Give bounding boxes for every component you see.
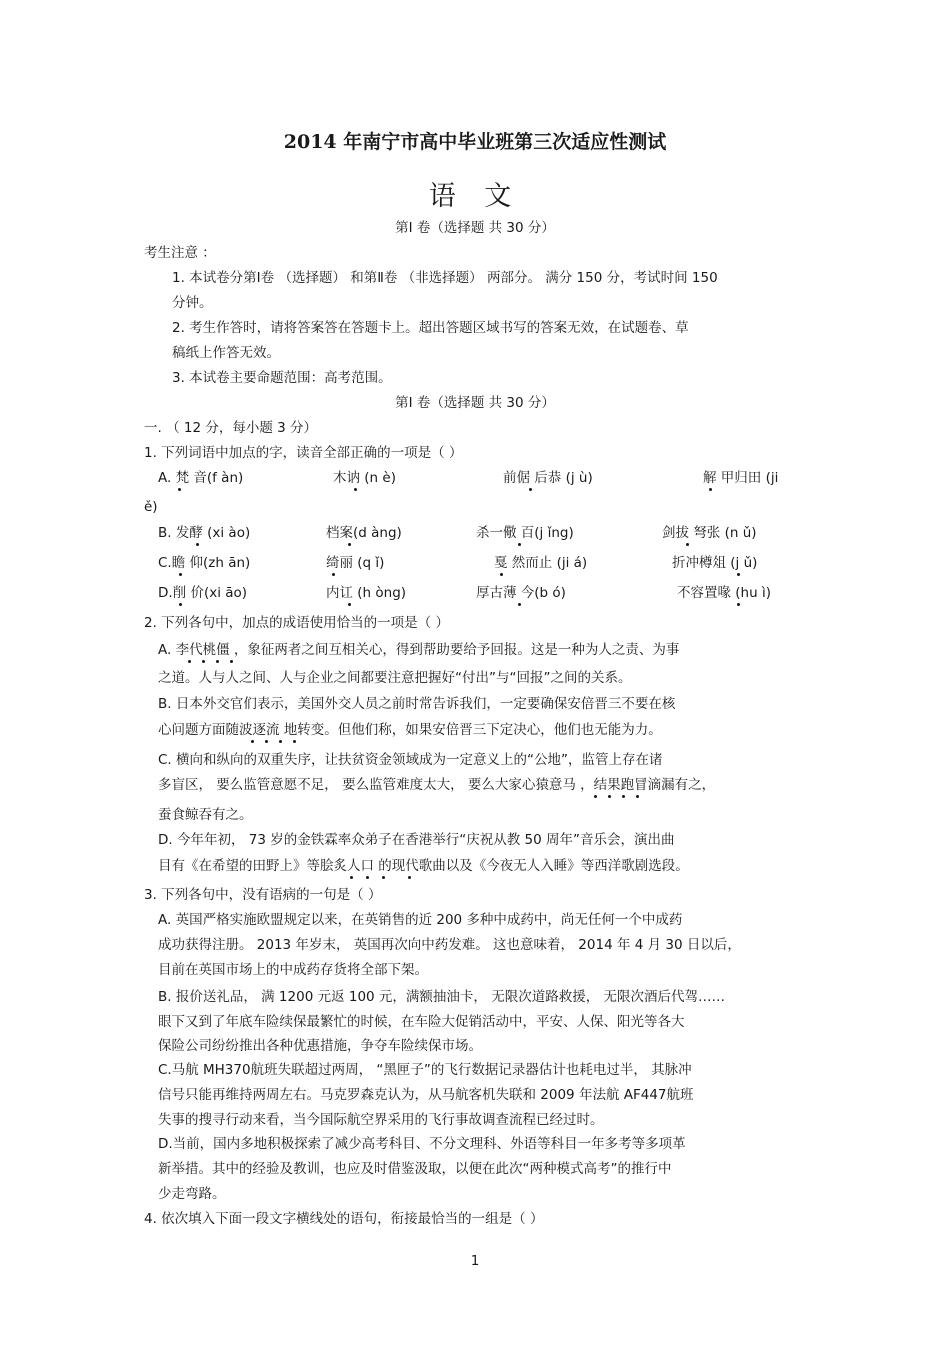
- question-2-option-c-cont: 多盲区， 要么监管意愿不足， 要么监管难度太大， 要么大家心猿意马 ，结果跑冒滴漏有之，: [158, 777, 716, 793]
- emphasis-dot: [686, 543, 689, 546]
- notice-item-1: 1. 本试卷分第Ⅰ卷 （选择题） 和第Ⅱ卷 （非选择题） 两部分。 满分 150 分，考试时间 150: [172, 270, 718, 286]
- question-3-option-d-cont: 新举措。其中的经验及教训，也应及时借鉴汲取，以便在此次“两种模式高考”的推行中: [158, 1161, 672, 1177]
- option-c-word-1: C.瞻 仰(zh ān): [158, 555, 251, 571]
- emphasis-dot: [196, 543, 199, 546]
- notice-item-2: 2. 考生作答时，请将答案答在答题卡上。超出答题区域书写的答案无效，在试题卷、草: [172, 320, 689, 336]
- exam-title: 2014 年南宁市高中毕业班第三次适应性测试: [283, 131, 667, 153]
- option-b-word-3: 杀一儆 百(j ǐng): [476, 525, 574, 541]
- question-1-option-b: [0, 523, 950, 543]
- notice-heading: 考生注意 ：: [144, 245, 216, 261]
- emphasis-dot: [608, 795, 611, 798]
- option-a-word-3: 前倨 后恭 (j ù): [503, 470, 593, 486]
- emphasis-dot: [518, 603, 521, 606]
- section-heading: 第Ⅰ 卷（选择题 共 30 分）: [395, 220, 555, 236]
- question-3-option-c-cont: 信号只能再维持两周左右。马克罗森克认为，从马航客机失联和 2009 年法航 AF447航班: [158, 1087, 694, 1103]
- option-c-word-3: 戛 然而止 (ji á): [494, 555, 588, 571]
- option-d-word-4: 不容置喙 (hu ì): [677, 585, 771, 601]
- question-2-option-b-cont: 心问题方面随波逐流 地转变。但他们称，如果安倍晋三下定决心，他们也无能为力。: [158, 722, 662, 738]
- option-b-word-4: 剑拔 弩张 (n ǔ): [662, 525, 757, 541]
- emphasis-dot: [622, 795, 625, 798]
- emphasis-dot: [332, 573, 335, 576]
- emphasis-dot: [348, 543, 351, 546]
- emphasis-dot: [279, 740, 282, 743]
- question-3-option-c-cont-2: 失事的搜寻行动来看，当今国际航空界采用的飞行事故调查流程已经过时。: [158, 1112, 604, 1128]
- option-d-word-1: D.削 价(xi āo): [158, 585, 248, 601]
- emphasis-dot: [737, 603, 740, 606]
- question-2-option-b: B. 日本外交官们表示，美国外交人员之前时常告诉我们，一定要确保安倍晋三不要在核: [158, 696, 676, 712]
- emphasis-dot: [179, 603, 182, 606]
- option-b-word-1: B. 发酵 (xi ào): [158, 525, 251, 541]
- emphasis-dot: [188, 660, 191, 663]
- emphasis-dot: [382, 876, 385, 879]
- emphasis-dot: [216, 660, 219, 663]
- emphasis-dot: [737, 573, 740, 576]
- option-a-word-4: 解 甲归田 (ji: [703, 470, 779, 486]
- question-2-option-d-cont: 目有《在希望的田野上》等脍炙人口 的现代歌曲以及《今夜无人入睡》等西洋歌剧选段。: [158, 858, 689, 874]
- question-3-option-a-cont: 成功获得注册。 2013 年岁末， 英国再次向中药发难。 这也意味着， 2014 年 4 月 30 日以后，: [158, 937, 741, 953]
- emphasis-dot: [202, 660, 205, 663]
- emphasis-dot: [350, 876, 353, 879]
- option-d-word-3: 厚古薄 今(b ó): [476, 585, 566, 601]
- question-3-option-d-cont-2: 少走弯路。: [158, 1186, 226, 1202]
- emphasis-dot: [366, 876, 369, 879]
- question-1-stem: 1. 下列词语中加点的字，读音全部正确的一项是（ ）: [144, 445, 463, 461]
- section-heading-repeat: 第Ⅰ 卷（选择题 共 30 分）: [395, 395, 555, 411]
- emphasis-dot: [636, 795, 639, 798]
- notice-item-3: 3. 本试卷主要命题范围：高考范围。: [172, 370, 392, 386]
- option-c-word-4: 折冲樽俎 (j ǔ): [672, 555, 758, 571]
- question-3-option-a: A. 英国严格实施欧盟规定以来，在英销售的近 200 多种中成药中，尚无任何一个中成药: [158, 912, 683, 928]
- emphasis-dot: [348, 603, 351, 606]
- question-2-stem: 2. 下列各句中，加点的成语使用恰当的一项是（ ）: [144, 615, 449, 631]
- emphasis-dot: [529, 488, 532, 491]
- notice-item-1-cont: 分钟。: [172, 295, 213, 311]
- notice-item-2-cont: 稿纸上作答无效。: [172, 345, 280, 361]
- question-2-option-c-cont-2: 蚕食鲸吞有之。: [158, 807, 253, 823]
- page-number: 1: [470, 1253, 480, 1269]
- question-3-option-b-cont-2: 保险公司纷纷推出各种优惠措施，争夺车险续保市场。: [158, 1038, 482, 1054]
- question-3-option-d: D.当前，国内多地积极探索了减少高考科目、不分文理科、外语等科目一年多考等多项革: [158, 1136, 686, 1152]
- emphasis-dot: [179, 573, 182, 576]
- option-c-word-2: 绮丽 (q ǐ): [326, 555, 385, 571]
- emphasis-dot: [500, 573, 503, 576]
- emphasis-dot: [293, 740, 296, 743]
- emphasis-dot: [178, 488, 181, 491]
- question-2-option-c: C. 横向和纵向的双重失序，让扶贫资金领域成为一定意义上的“公地”，监管上存在诸: [158, 752, 663, 768]
- question-3-stem: 3. 下列各句中，没有语病的一句是（ ）: [144, 887, 382, 903]
- emphasis-dot: [594, 795, 597, 798]
- question-3-option-a-cont-2: 目前在英国市场上的中成药存货将全部下架。: [158, 962, 428, 978]
- question-1-option-d: [0, 583, 950, 603]
- question-4-stem: 4. 依次填入下面一段文字横线处的语句，衔接最恰当的一组是（ ）: [144, 1211, 544, 1227]
- emphasis-dot: [408, 876, 411, 879]
- question-2-option-a: A. 李代桃僵 ，象征两者之间互相关心，得到帮助要给予回报。这是一种为人之责、为事: [158, 642, 680, 658]
- emphasis-dot: [354, 488, 357, 491]
- emphasis-dot: [518, 543, 521, 546]
- emphasis-dot: [251, 740, 254, 743]
- subject-title: 语 文: [428, 181, 522, 212]
- question-2-option-d: D. 今年年初， 73 岁的金铁霖率众弟子在香港举行“庆祝从教 50 周年”音乐会，演出曲: [158, 832, 675, 848]
- question-3-option-c: C.马航 MH370航班失联超过两周， “黑匣子”的飞行数据记录器估计也耗电过半， 其脉冲: [158, 1062, 692, 1078]
- question-1-option-c: [0, 553, 950, 573]
- emphasis-dot: [265, 740, 268, 743]
- question-1-option-a-cont: ě): [144, 499, 158, 515]
- emphasis-dot: [230, 660, 233, 663]
- option-a-word-2: 木讷 (n è): [333, 470, 396, 486]
- question-1-option-a: [0, 468, 950, 488]
- option-a-word-1: A. 梵 音(f àn): [158, 470, 244, 486]
- question-2-option-a-cont: 之道。人与人之间、人与企业之间都要注意把握好“付出”与“回报”之间的关系。: [158, 670, 632, 686]
- option-b-word-2: 档案(d àng): [326, 525, 402, 541]
- part-heading: 一. （ 12 分，每小题 3 分）: [144, 420, 318, 436]
- question-3-option-b-cont: 眼下又到了年底车险续保最繁忙的时候，在车险大促销活动中，平安、人保、阳光等各大: [158, 1014, 685, 1030]
- option-d-word-2: 内讧 (h òng): [326, 585, 407, 601]
- emphasis-dot: [709, 488, 712, 491]
- question-3-option-b: B. 报价送礼品， 满 1200 元返 100 元，满额抽油卡， 无限次道路救援， 无限次酒后代驾……: [158, 989, 726, 1005]
